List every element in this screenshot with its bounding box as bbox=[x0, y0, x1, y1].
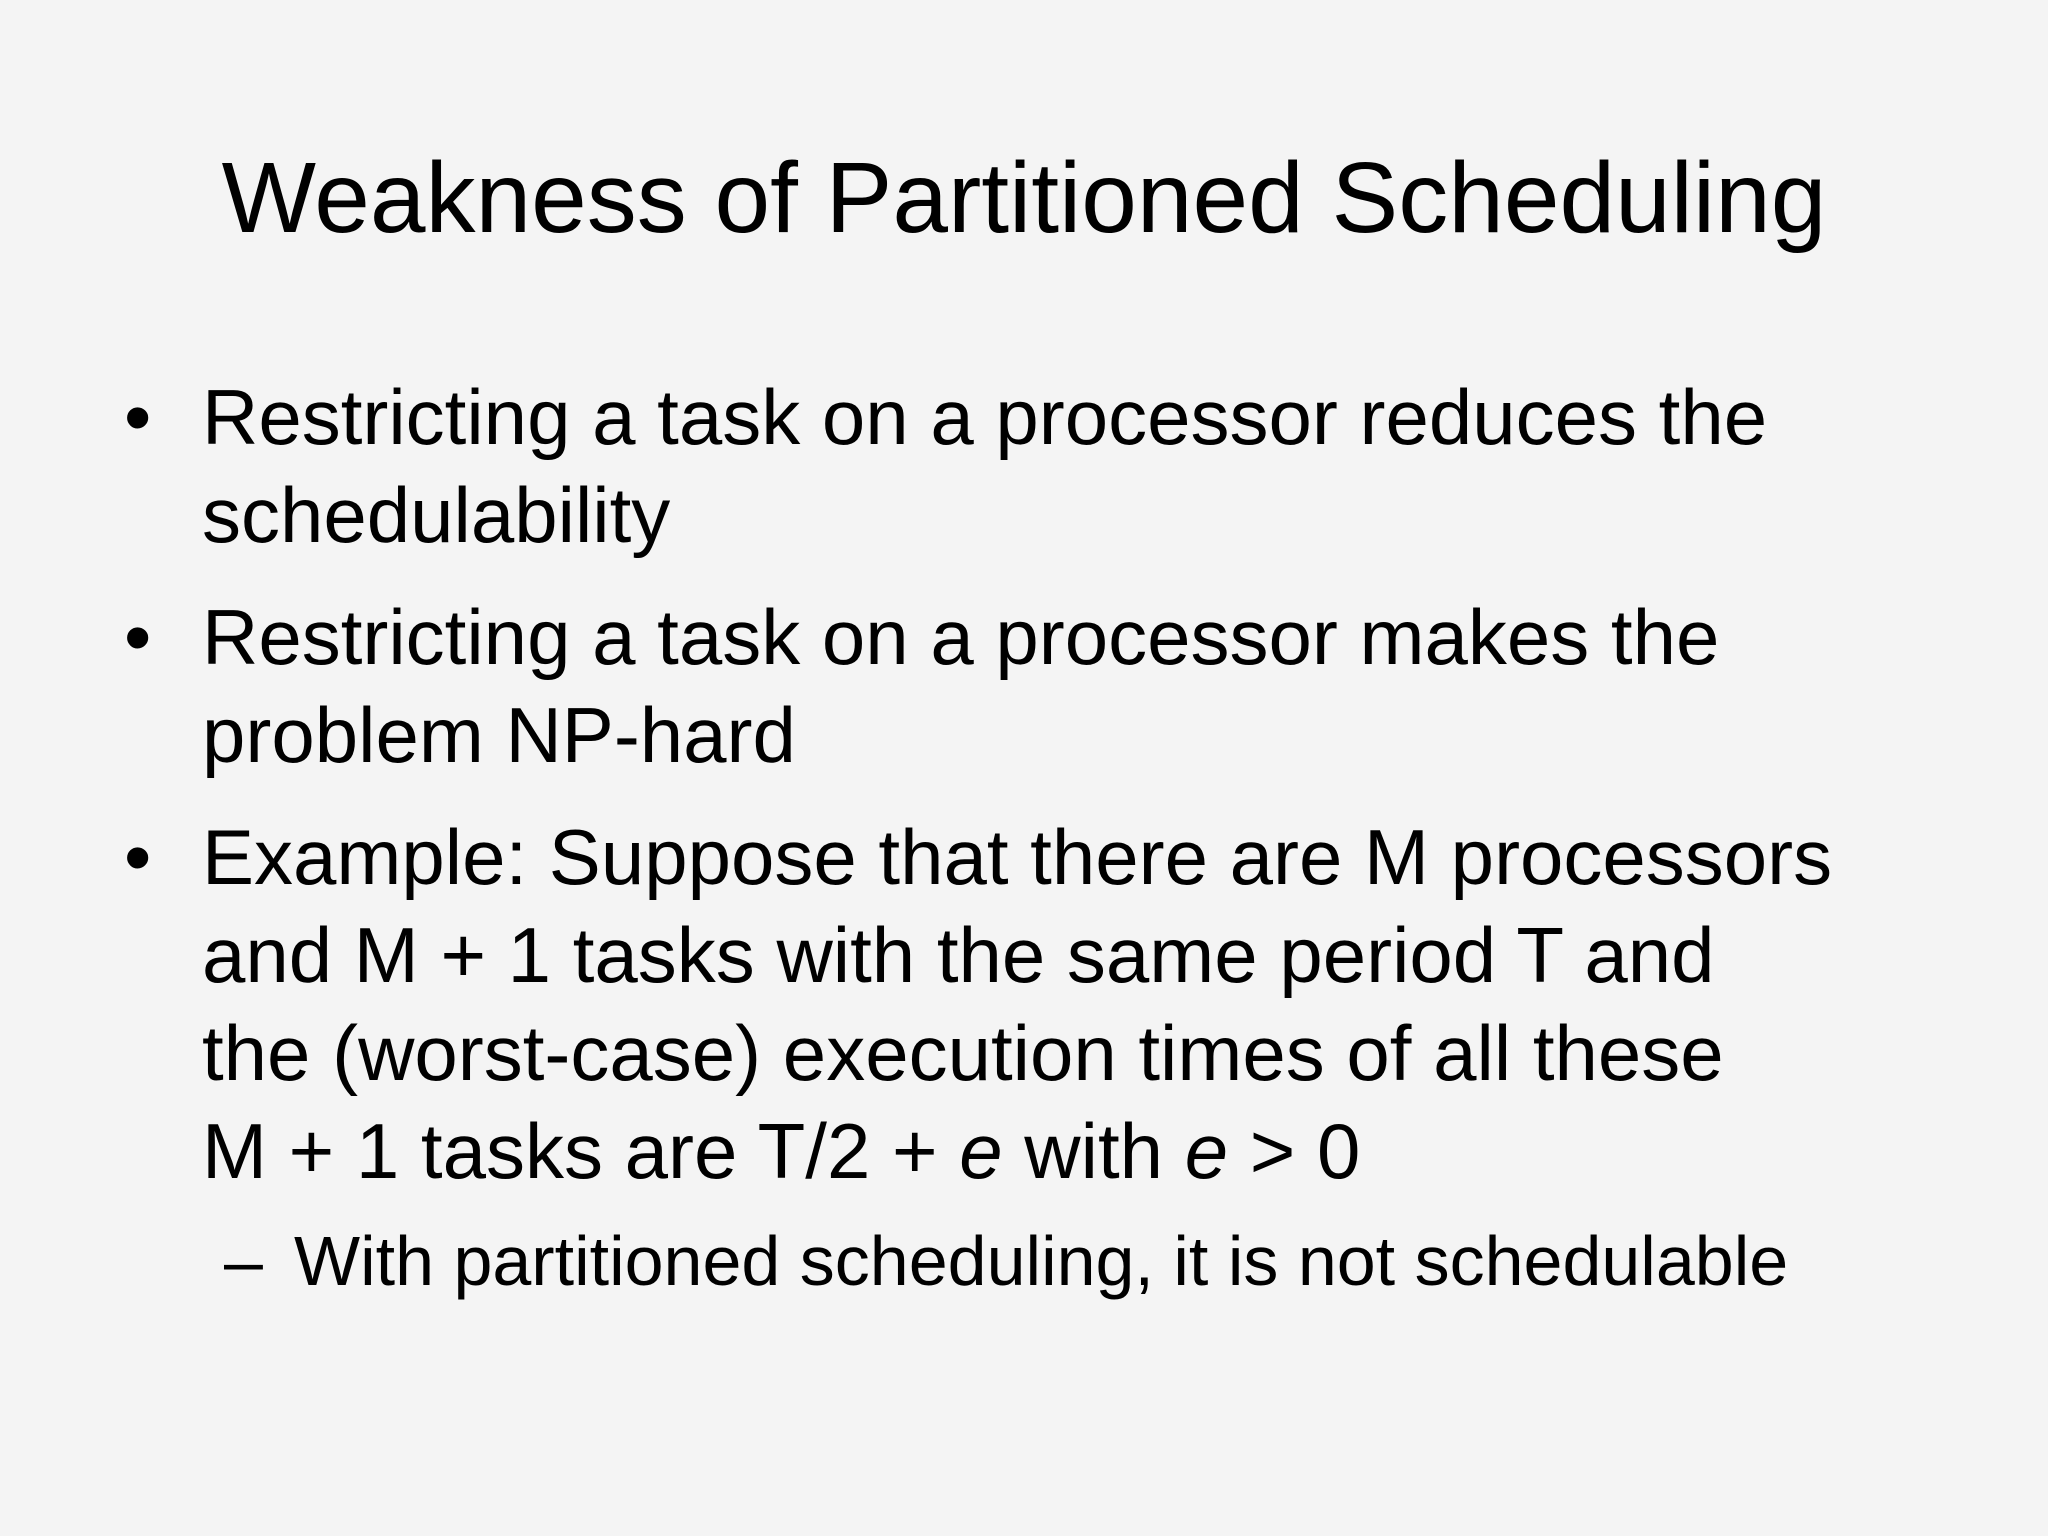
bullet-text-line-with-math bbox=[202, 1102, 2004, 1200]
bullet-icon: • bbox=[124, 373, 152, 461]
dash-icon: – bbox=[224, 1222, 263, 1300]
math-variable-e: e bbox=[959, 1107, 1003, 1195]
math-text: with bbox=[1002, 1107, 1185, 1195]
sub-bullet-text: With partitioned scheduling, it is not schedulable bbox=[294, 1222, 1789, 1300]
bullet-item-3 bbox=[124, 808, 2004, 1200]
bullet-text-line: Restricting a task on a processor reduces the bbox=[202, 373, 1768, 461]
math-text: > 0 bbox=[1228, 1107, 1361, 1195]
bullet-item-2 bbox=[124, 588, 2004, 784]
sub-bullet-item bbox=[124, 1218, 2004, 1304]
slide-body bbox=[124, 368, 2004, 1304]
bullet-text-line: problem NP-hard bbox=[202, 691, 796, 779]
slide-title: Weakness of Partitioned Scheduling bbox=[221, 142, 1827, 254]
bullet-item-1 bbox=[124, 368, 2004, 564]
bullet-text-line: the (worst-case) execution times of all these bbox=[202, 1009, 1724, 1097]
math-variable-e: e bbox=[1184, 1107, 1229, 1195]
bullet-text-line: Restricting a task on a processor makes the bbox=[202, 593, 1720, 681]
bullet-text-line: schedulability bbox=[202, 471, 671, 559]
bullet-icon: • bbox=[124, 813, 152, 901]
math-text: M + 1 tasks are T/2 + bbox=[202, 1107, 960, 1195]
bullet-icon: • bbox=[124, 593, 152, 681]
bullet-text-line: Example: Suppose that there are M processors bbox=[202, 813, 1833, 901]
bullet-text-line: and M + 1 tasks with the same period T and bbox=[202, 911, 1715, 999]
